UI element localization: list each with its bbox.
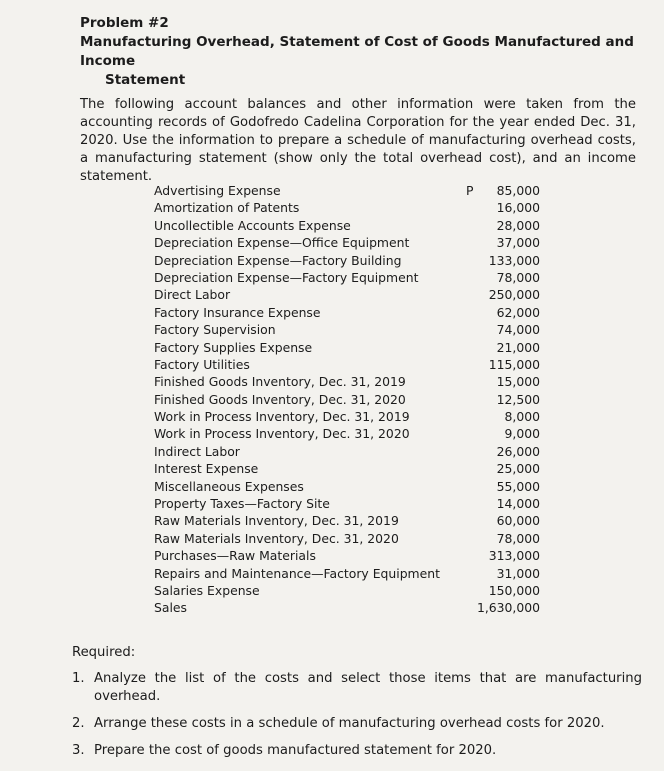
required-section [72, 644, 642, 769]
account-row [148, 391, 558, 408]
account-amount: 16,000 [496, 200, 540, 216]
account-label: Factory Utilities [154, 356, 250, 372]
problem-title [80, 14, 640, 90]
account-amount: 74,000 [496, 322, 540, 338]
account-row [148, 425, 558, 442]
account-row [148, 304, 558, 321]
account-amount: 26,000 [496, 443, 540, 459]
account-label: Indirect Labor [154, 443, 240, 459]
required-item-number: 3. [72, 743, 85, 758]
account-amount: 250,000 [488, 287, 540, 303]
account-amount: 78,000 [496, 269, 540, 285]
account-row [148, 547, 558, 564]
account-label: Depreciation Expense—Factory Equipment [154, 269, 419, 285]
account-amount: 37,000 [496, 235, 540, 251]
account-label: Depreciation Expense—Office Equipment [154, 235, 410, 251]
account-row [148, 512, 558, 529]
account-label: Repairs and Maintenance—Factory Equipment [154, 565, 440, 581]
account-row [148, 252, 558, 269]
account-label: Raw Materials Inventory, Dec. 31, 2019 [154, 513, 399, 529]
account-label: Salaries Expense [154, 582, 260, 598]
account-amount: 25,000 [496, 461, 540, 477]
account-row [148, 565, 558, 582]
account-label: Work in Process Inventory, Dec. 31, 2019 [154, 409, 410, 425]
account-label: Amortization of Patents [154, 200, 300, 216]
account-amount: 21,000 [496, 339, 540, 355]
account-label: Raw Materials Inventory, Dec. 31, 2020 [154, 530, 399, 546]
required-item-number: 1. [72, 671, 85, 686]
account-label: Property Taxes—Factory Site [154, 496, 330, 512]
account-label: Factory Insurance Expense [154, 304, 321, 320]
account-amount: 9,000 [504, 426, 540, 442]
account-amount: 8,000 [504, 409, 540, 425]
problem-heading: Manufacturing Overhead, Statement of Cost of Goods Manufactured and Income [80, 34, 634, 69]
account-amount: 31,000 [496, 565, 540, 581]
intro-paragraph: The following account balances and other information were taken from the accounting records of Godofredo Cadelina Corporation for the year ended Dec. 31, 2020. Use the information to prepare a schedule of manufacturing overhead costs, a manufacturing statement (show only the total overhead cost), and an income statement. [80, 97, 636, 184]
required-item-text: Analyze the list of the costs and select those items that are manufacturing overhead. [94, 671, 642, 704]
account-balances-list [148, 182, 558, 617]
account-row [148, 321, 558, 338]
account-amount: 150,000 [488, 582, 540, 598]
account-amount: 12,500 [496, 391, 540, 407]
account-label: Work in Process Inventory, Dec. 31, 2020 [154, 426, 410, 442]
account-amount: 55,000 [496, 478, 540, 494]
account-label: Finished Goods Inventory, Dec. 31, 2020 [154, 391, 406, 407]
account-amount: 1,630,000 [476, 600, 540, 616]
account-row [148, 599, 558, 616]
account-label: Factory Supervision [154, 322, 276, 338]
account-row [148, 217, 558, 234]
required-item [72, 715, 642, 733]
account-row [148, 269, 558, 286]
required-heading: Required: [72, 645, 136, 660]
account-label: Sales [154, 600, 187, 616]
account-row [148, 495, 558, 512]
problem-number: Problem #2 [80, 15, 169, 31]
account-row [148, 356, 558, 373]
account-amount: 133,000 [488, 252, 540, 268]
account-amount: 115,000 [488, 356, 540, 372]
account-row [148, 373, 558, 390]
account-label: Purchases—Raw Materials [154, 548, 316, 564]
problem-heading-continued: Statement [105, 72, 186, 88]
required-item-text: Arrange these costs in a schedule of manufacturing overhead costs for 2020. [94, 716, 605, 731]
required-list [72, 670, 642, 760]
account-label: Depreciation Expense—Factory Building [154, 252, 402, 268]
account-label: Direct Labor [154, 287, 231, 303]
account-label: Miscellaneous Expenses [154, 478, 304, 494]
required-item [72, 742, 642, 760]
required-item-number: 2. [72, 716, 85, 731]
account-row [148, 339, 558, 356]
account-row [148, 286, 558, 303]
account-amount: 78,000 [496, 530, 540, 546]
account-label: Finished Goods Inventory, Dec. 31, 2019 [154, 374, 406, 390]
account-label: Interest Expense [154, 461, 259, 477]
account-amount: 313,000 [488, 548, 540, 564]
account-row [148, 460, 558, 477]
account-label: Factory Supplies Expense [154, 339, 313, 355]
account-row [148, 582, 558, 599]
account-row [148, 443, 558, 460]
account-amount: 15,000 [496, 374, 540, 390]
account-amount: 62,000 [496, 304, 540, 320]
account-row [148, 182, 558, 199]
account-amount: 60,000 [496, 513, 540, 529]
account-amount: 28,000 [496, 217, 540, 233]
account-label: Advertising Expense [154, 183, 281, 198]
account-row [148, 408, 558, 425]
account-label: Uncollectible Accounts Expense [154, 217, 351, 233]
account-amount: 85,000 [496, 183, 540, 198]
required-item-text: Prepare the cost of goods manufactured statement for 2020. [94, 743, 497, 758]
account-row [148, 234, 558, 251]
account-row [148, 530, 558, 547]
account-row [148, 478, 558, 495]
account-amount: 14,000 [496, 496, 540, 512]
required-item [72, 670, 642, 706]
currency-symbol: P [466, 183, 474, 198]
account-row [148, 199, 558, 216]
